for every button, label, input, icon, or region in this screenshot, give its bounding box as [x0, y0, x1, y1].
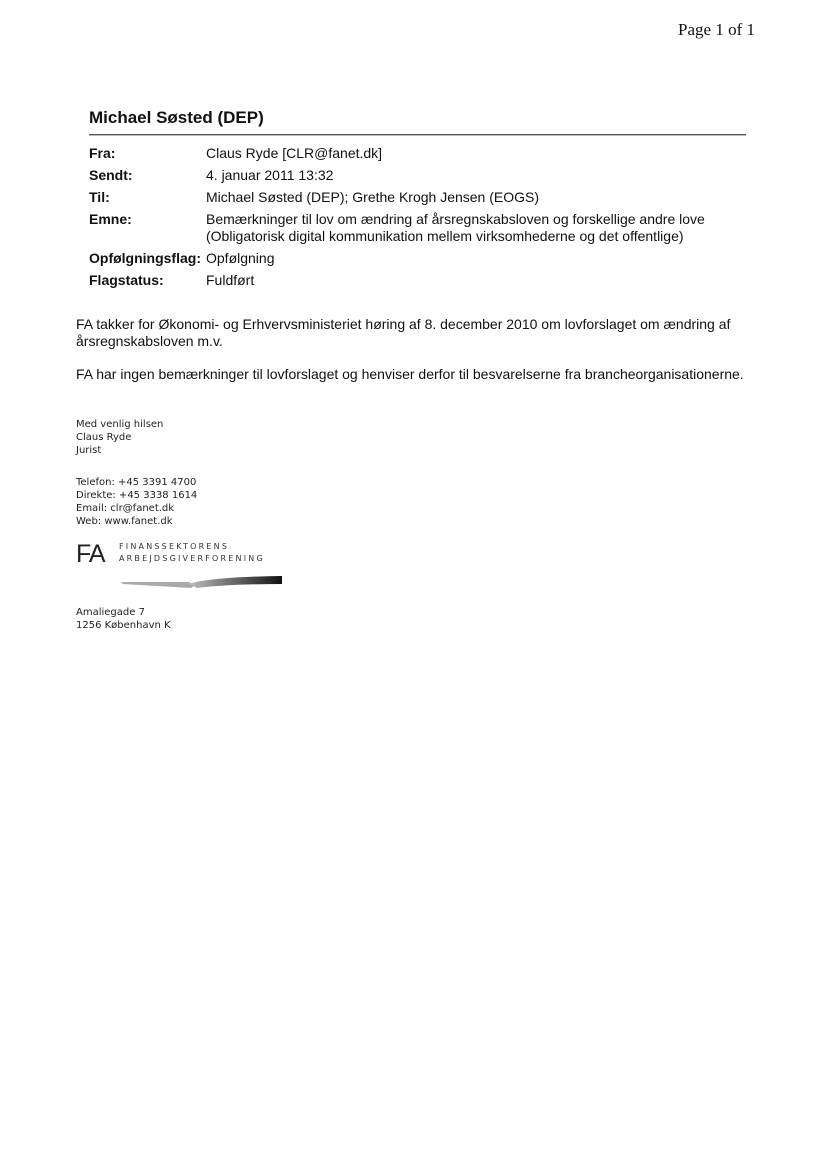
signature-direct: Direkte: +45 3338 1614	[76, 490, 198, 501]
signature-phone: Telefon: +45 3391 4700	[76, 477, 197, 488]
field-row-followup-flag	[89, 250, 746, 272]
field-row-to	[89, 189, 746, 211]
field-value-sent: 4. januar 2011 13:32	[206, 167, 334, 183]
signature-title: Jurist	[76, 445, 102, 456]
signature-name: Claus Ryde	[76, 432, 132, 443]
field-label: Fra:	[89, 145, 116, 161]
field-value-from: Claus Ryde [CLR@fanet.dk]	[206, 145, 383, 161]
fa-logo-line1: FINANSSEKTORENS	[119, 542, 230, 551]
signature-closing-block	[76, 418, 163, 457]
field-value-to: Michael Søsted (DEP); Grethe Krogh Jensen (EOGS)	[206, 189, 540, 205]
field-value-followup-flag: Opfølgning	[206, 250, 275, 266]
fa-logo-swoosh-icon	[119, 574, 284, 590]
email-body-paragraph: FA takker for Økonomi- og Erhvervsministeriet høring af 8. december 2010 om lovforslaget om ændring af årsregnskabsloven m.v.	[76, 316, 731, 349]
email-body-paragraph: FA har ingen bemærkninger til lovforslaget og henviser derfor til besvarelserne fra brancheorganisationerne.	[76, 366, 744, 382]
signature-address-block	[76, 606, 171, 632]
field-value-flag-status: Fuldført	[206, 272, 255, 288]
signature-address-city: 1256 København K	[76, 620, 171, 631]
field-label: Til:	[89, 189, 110, 205]
email-sender-heading: Michael Søsted (DEP)	[89, 108, 264, 127]
fa-logo	[76, 540, 286, 592]
fa-logo-line2: ARBEJDSGIVERFORENING	[119, 554, 265, 563]
header-divider	[89, 134, 746, 135]
fa-logo-mark: FA	[76, 540, 105, 568]
page-number: Page 1 of 1	[678, 20, 755, 39]
field-label: Flagstatus:	[89, 272, 164, 288]
signature-closing: Med venlig hilsen	[76, 419, 164, 430]
field-value-subject: Bemærkninger til lov om ændring af årsregnskabsloven og forskellige andre love (Obligatorisk digital kommunikation mellem virksomhederne og det offentlige)	[206, 211, 705, 244]
field-row-subject	[89, 211, 746, 250]
field-row-sent	[89, 167, 746, 189]
signature-web: Web: www.fanet.dk	[76, 516, 173, 527]
field-row-flag-status	[89, 272, 746, 294]
field-row-from	[89, 145, 746, 167]
field-label: Sendt:	[89, 167, 133, 183]
email-header-fields	[89, 145, 746, 294]
field-label: Opfølgningsflag:	[89, 250, 201, 266]
signature-address-street: Amaliegade 7	[76, 607, 145, 618]
signature-email: Email: clr@fanet.dk	[76, 503, 175, 514]
signature-contact-block	[76, 476, 197, 528]
field-label: Emne:	[89, 211, 132, 227]
